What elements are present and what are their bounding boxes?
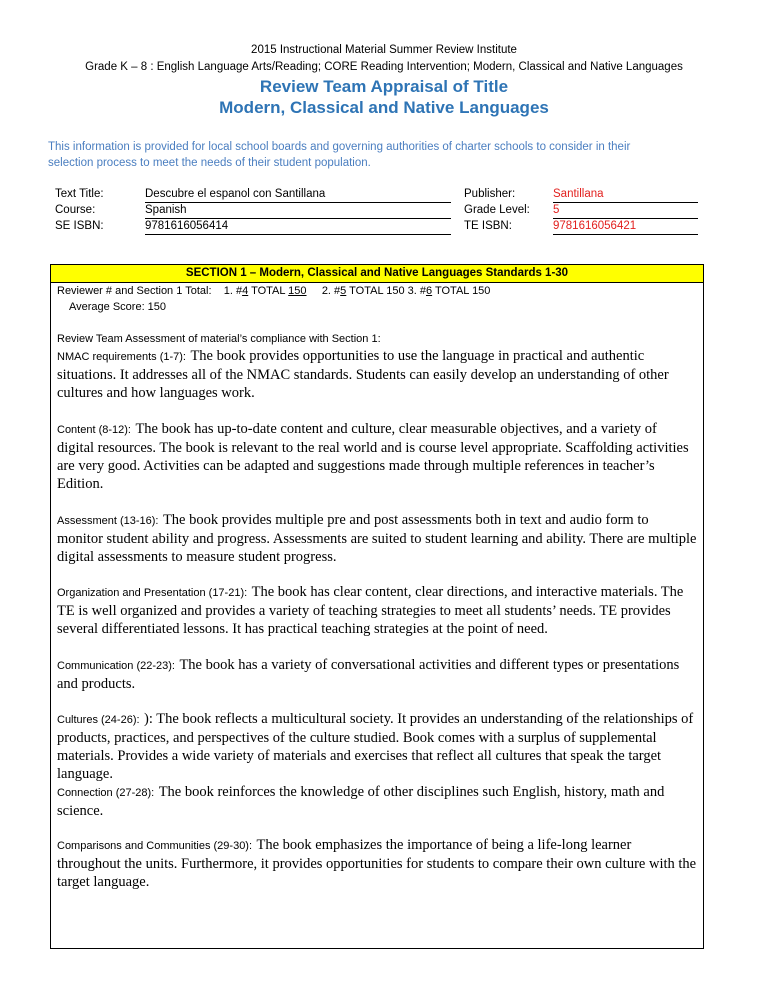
criterion-assessment [57, 511, 697, 566]
criterion-label: Comparisons and Communities (29-30): [57, 840, 253, 852]
criterion-label: Communication (22-23): [57, 660, 175, 672]
grade-value: 5 [553, 202, 698, 219]
se-isbn-label: SE ISBN: [55, 220, 104, 232]
text-title-value: Descubre el espanol con Santillana [145, 186, 451, 203]
page-title: Review Team Appraisal of Title [259, 77, 509, 96]
criterion-text: The book provides opportunities to use the language in practical and authentic situations. It addresses all of the NMAC standards. Students can easily develop an understanding of other cultures and how languages work. [57, 348, 669, 401]
criterion-communication [57, 656, 697, 693]
criterion-content [57, 420, 697, 493]
reviewer-totals [57, 283, 697, 299]
course-label: Course: [55, 204, 96, 216]
average-score: Average Score: 150 [69, 301, 167, 313]
criterion-label: Assessment (13-16): [57, 515, 159, 527]
reviewer-1-prefix: 1. # [223, 285, 243, 297]
reviewer-1-total-label: TOTAL [248, 285, 289, 297]
reviewer-2-prefix: 2. # [321, 285, 341, 297]
criterion-connection [57, 783, 697, 820]
criterion-nmac [57, 347, 697, 402]
criterion-text: The book provides multiple pre and post assessments both in text and audio form to monitor student ability and progress. Assessments are suited to student learning and ability. There are multiple digital assessments to measure student progress. [57, 512, 697, 565]
publisher-label: Publisher: [464, 188, 516, 200]
assessment-label: Review Team Assessment of material’s compliance with Section 1: [57, 333, 381, 345]
grade-label: Grade Level: [464, 204, 530, 216]
header-institute: 2015 Instructional Material Summer Review Institute [251, 44, 517, 56]
reviewer-label: Reviewer # and Section 1 Total: [57, 285, 212, 297]
te-isbn-value: 9781616056421 [553, 218, 698, 235]
reviewer-1-number: 4 [242, 285, 249, 297]
section-heading: SECTION 1 – Modern, Classical and Native Languages Standards 1-30 [51, 265, 703, 283]
se-isbn-value: 9781616056414 [145, 218, 451, 235]
criterion-text: The book has a variety of conversational activities and different types or presentations and products. [57, 657, 680, 692]
criterion-label: NMAC requirements (1-7): [57, 351, 186, 363]
criterion-label: Organization and Presentation (17-21): [57, 587, 248, 599]
criterion-text: ): The book reflects a multicultural society. It provides an understanding of the relationships of products, practices, and perspectives of the culture studied. Book comes with a surplus of supplemental materials. Provides a wide variety of materials and exercises that reflect all cultures that speak the target language. [57, 711, 694, 782]
reviewer-3-rest: TOTAL 150 [432, 285, 491, 297]
criterion-label: Connection (27-28): [57, 787, 155, 799]
criterion-label: Cultures (24-26): [57, 714, 140, 726]
intro-text: This information is provided for local school boards and governing authorities of charter schools to consider in their selection process to meet the needs of their student population. [48, 141, 631, 169]
reviewer-2-number: 5 [340, 285, 347, 297]
criterion-label: Content (8-12): [57, 424, 131, 436]
criterion-text: The book has clear content, clear directions, and interactive materials. The TE is well organized and provides a variety of teaching strategies to meet all students’ needs. TE provides several differentiated lessons. It has practical teaching strategies at the point of need. [57, 584, 684, 637]
criterion-organization [57, 583, 697, 638]
header-grades: Grade K – 8 : English Language Arts/Reading; CORE Reading Intervention; Modern, Classical and Native Languages [85, 61, 683, 73]
course-value: Spanish [145, 202, 451, 219]
criterion-text: The book emphasizes the importance of being a life-long learner throughout the units. Furthermore, it provides opportunities for students to compare their own culture with the target language. [57, 837, 697, 890]
criterion-comparisons [57, 836, 697, 891]
text-title-label: Text Title: [55, 188, 104, 200]
info-block [0, 0, 768, 240]
criterion-cultures [57, 710, 697, 783]
te-isbn-label: TE ISBN: [464, 220, 512, 232]
criterion-text: The book reinforces the knowledge of other disciplines such English, history, math and science. [57, 784, 665, 819]
publisher-value: Santillana [553, 186, 698, 203]
reviewer-1-total: 150 [288, 285, 307, 297]
reviewer-2-rest: TOTAL 150 3. # [346, 285, 426, 297]
page-subtitle: Modern, Classical and Native Languages [219, 98, 549, 117]
reviewer-3-number: 6 [426, 285, 433, 297]
section-box [50, 264, 704, 949]
criterion-text: The book has up-to-date content and culture, clear measurable objectives, and a variety of digital resources. The book is relevant to the real world and is course level appropriate. Scaffolding activities are very good. Activities can be adapted and suggestions made through multiple references in teacher’s Edition. [57, 421, 689, 492]
